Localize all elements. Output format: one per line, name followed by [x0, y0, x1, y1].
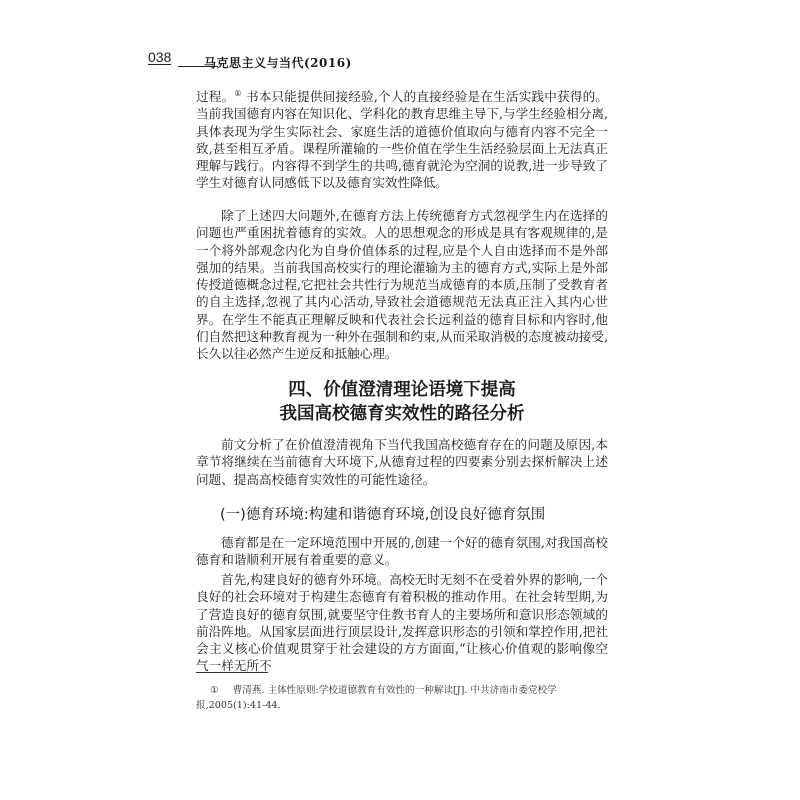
paragraph-1-rest: 书本只能提供间接经验,个人的直接经验是在生活实践中获得的。当前我国德育内容在知识化、学科化的教育思维主导下,与学生经验相分离,具体表现为学生实际社会、家庭生活的道德价值取向与德育内容不完全一致,甚至相互矛盾。课程所灌输的一些价值在学生生活经验层面上无法真正理解与践行。内容得不到学生的共鸣,德育就沦为空洞的说教,进一步导致了学生对德育认同感低下以及德育实效性降低。: [196, 89, 609, 191]
running-header: [148, 48, 658, 72]
paragraph-4: 德育都是在一定环境范围中开展的,创建一个好的德育氛围,对我国高校德育和谐顺利开展有着重要的意义。: [196, 535, 608, 568]
section-heading: [196, 378, 608, 426]
section-heading-line-1: 四、价值澄清理论语境下提高: [288, 380, 516, 400]
paragraph-1-lead: 过程。: [196, 89, 235, 104]
paragraph-5: 首先,构建良好的德育外环境。高校无时无刻不在受着外界的影响,一个良好的社会环境对于构建生态德育有着积极的推动作用。在社会转型期,为了营造良好的德育氛围,就要坚守住教书育人的主要场所和意识形态领域的前沿阵地。从国家层面进行顶层设计,发挥意识形态的引领和掌控作用,把社会主义核心价值观贯穿于社会建设的方方面面,“让核心价值观的影响像空气一样无所不: [196, 572, 608, 674]
journal-title: 马克思主义与当代(2016): [204, 56, 352, 70]
footnote-ref: ①: [234, 88, 242, 98]
page-number: 038: [148, 49, 172, 65]
paragraph-2: 除了上述四大问题外,在德育方法上传统德育方式忽视学生内在选择的问题也严重困扰着德育的实效。人的思想观念的形成是具有客观规律的,是一个将外部观念内化为自身价值体系的过程,应是个人自由选择而不是外部强加的结果。当前我国高校实行的理论灌输为主的德育方式,实际上是外部传授道德概念过程,它把社会共性行为规范当成德育的本质,压制了受教育者的自主选择,忽视了其内心活动,导致社会道德规范无法真正注入其内心世界。在学生不能真正理解反映和代表社会长远利益的德育目标和内容时,他们自然把这种教育视为一种外在强制和约束,从而采取消极的态度被动接受,长久以往必然产生逆反和抵触心理。: [196, 208, 608, 362]
subsection-heading: (一)德育环境:构建和谐德育环境,创设良好德育氛围: [220, 507, 546, 523]
section-heading-line-2: 我国高校德育实效性的路径分析: [279, 404, 525, 424]
footnote-mark: ①: [210, 685, 219, 696]
paragraph-1: [196, 88, 608, 192]
footnote-text: 曹清燕. 主体性原则:学校道德教育有效性的一种解读[J]. 中共济南市委党校学报,2005(1):41-44.: [196, 685, 557, 711]
footnote-rule: [196, 672, 268, 673]
paragraph-3: 前文分析了在价值澄清视角下当代我国高校德育存在的问题及原因,本章节将继续在当前德育大环境下,从德育过程的四要素分别去探析解决上述问题、提高高校德育实效性的可能性途径。: [196, 437, 608, 487]
footnote: [196, 683, 608, 713]
